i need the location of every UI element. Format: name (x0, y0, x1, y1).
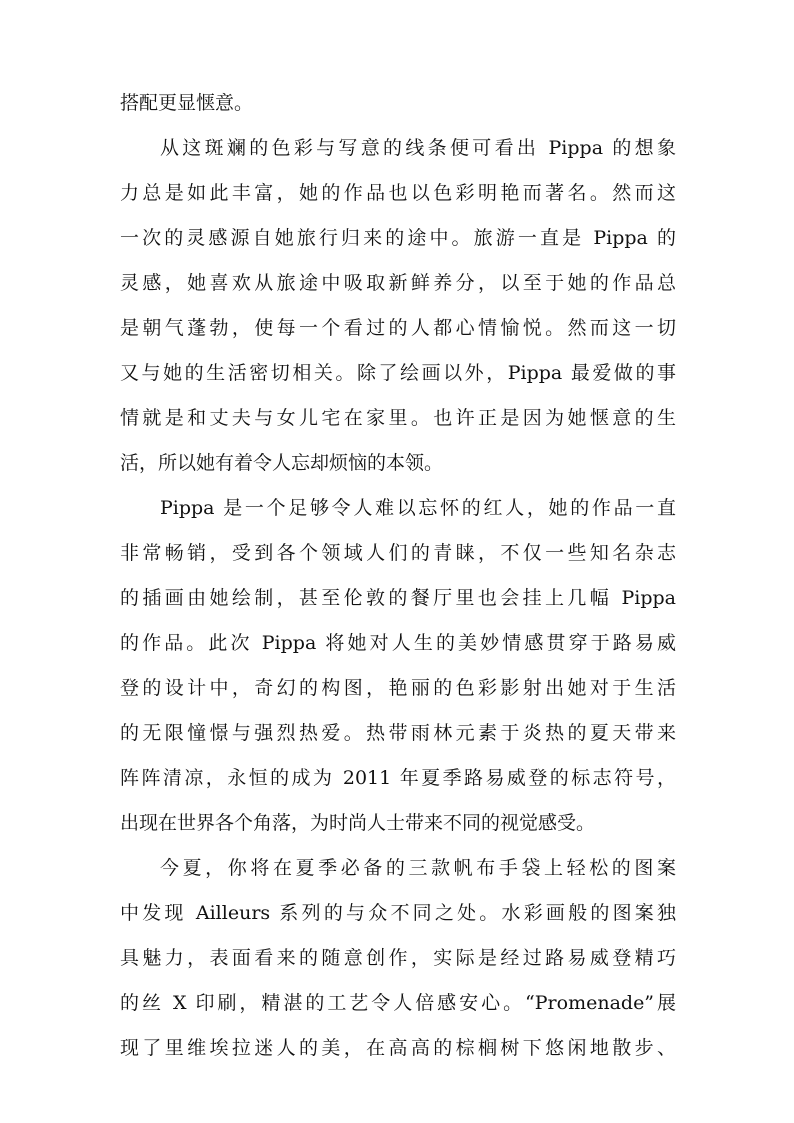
text-line: 的作品。此次 Pippa 将她对人生的美妙情感贯穿于路易威 (120, 632, 676, 654)
text-line: 阵阵清凉，永恒的成为 2011 年夏季路易威登的标志符号， (120, 767, 676, 789)
text-line: 具魅力，表面看来的随意创作，实际是经过路易威登精巧 (120, 947, 676, 969)
paragraph-first-line: 从这斑斓的色彩与写意的线条便可看出 Pippa 的想象 (160, 137, 676, 159)
text-line: 的无限憧憬与强烈热爱。热带雨林元素于炎热的夏天带来 (120, 722, 676, 744)
paragraph-first-line: Pippa 是一个足够令人难以忘怀的红人，她的作品一直 (160, 497, 676, 519)
text-line: 现了里维埃拉迷人的美，在高高的棕榈树下悠闲地散步、 (120, 1037, 676, 1059)
paragraph-first-line: 今夏，你将在夏季必备的三款帆布手袋上轻松的图案 (160, 857, 676, 879)
text-line: 情就是和丈夫与女儿宅在家里。也许正是因为她惬意的生 (120, 407, 676, 429)
text-line: 非常畅销，受到各个领域人们的青睐，不仅一些知名杂志 (120, 542, 676, 564)
text-line: 中发现 Ailleurs 系列的与众不同之处。水彩画般的图案独 (120, 902, 676, 924)
text-line: 活，所以她有着令人忘却烦恼的本领。 (120, 452, 444, 474)
text-line: 是朝气蓬勃，使每一个看过的人都心情愉悦。然而这一切 (120, 317, 676, 339)
text-line: 的插画由她绘制，甚至伦敦的餐厅里也会挂上几幅 Pippa (120, 587, 676, 609)
text-line: 的丝 X 印刷，精湛的工艺令人倍感安心。“Promenade”展 (120, 992, 676, 1014)
text-line: 登的设计中，奇幻的构图，艳丽的色彩影射出她对于生活 (120, 677, 676, 699)
text-line: 灵感，她喜欢从旅途中吸取新鲜养分，以至于她的作品总 (120, 272, 676, 294)
text-line: 出现在世界各个角落，为时尚人士带来不同的视觉感受。 (120, 812, 596, 834)
text-line: 又与她的生活密切相关。除了绘画以外，Pippa 最爱做的事 (120, 362, 676, 384)
text-line: 一次的灵感源自她旅行归来的途中。旅游一直是 Pippa 的 (120, 227, 676, 249)
text-line: 力总是如此丰富，她的作品也以色彩明艳而著名。然而这 (120, 182, 676, 204)
text-line: 搭配更显惬意。 (120, 92, 254, 114)
